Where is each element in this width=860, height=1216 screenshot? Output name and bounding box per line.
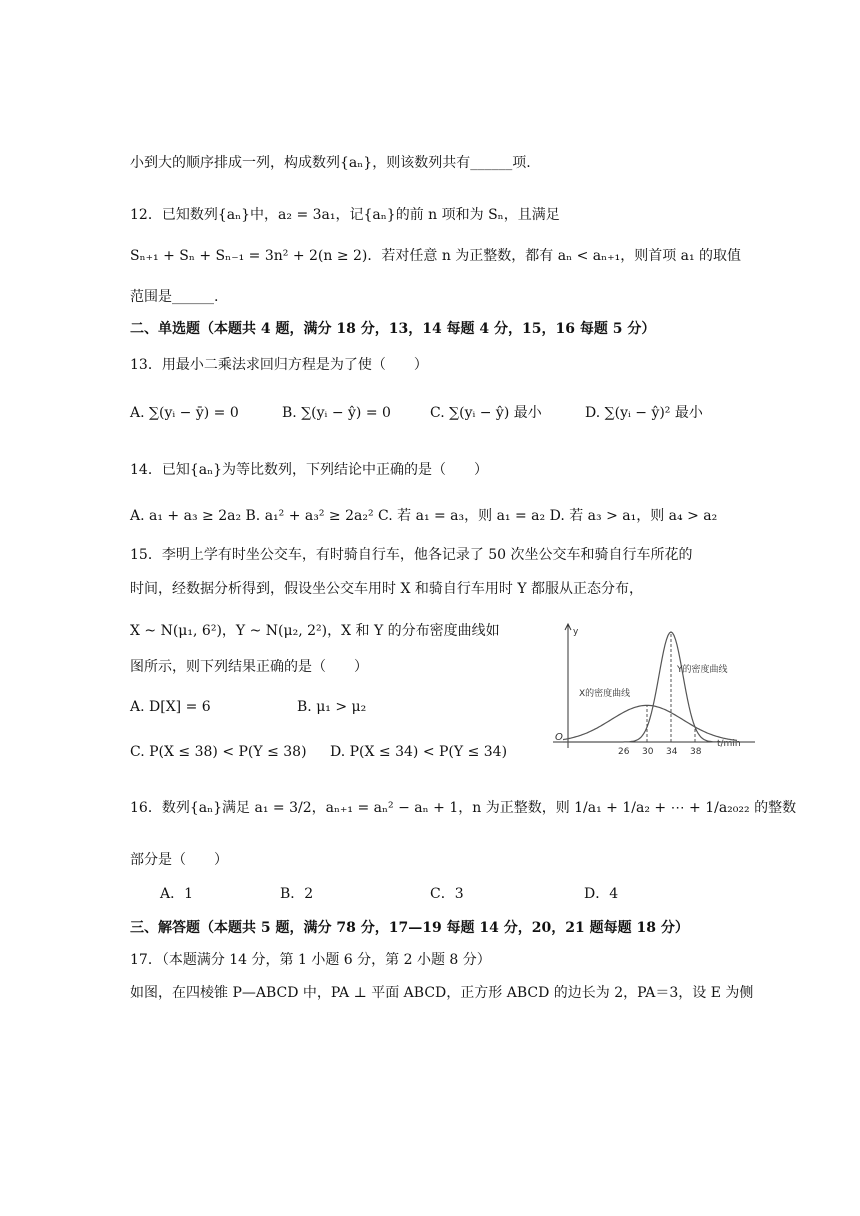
question-15-line-4: 图所示，则下列结果正确的是（ ） <box>130 659 368 675</box>
section-2-heading: 二、单选题（本题共 4 题，满分 18 分，13，14 每题 4 分，15，16 每题 5 分） <box>130 321 656 337</box>
question-12-line-3: 范围是______. <box>130 289 219 305</box>
tick-label-30: 30 <box>642 747 654 757</box>
series-label-y: Y的密度曲线 <box>677 665 728 675</box>
question-15-option-d: D. P(X ≤ 34) < P(Y ≤ 34) <box>330 744 508 760</box>
question-14-stem: 14．已知{aₙ}为等比数列，下列结论中正确的是（ ） <box>130 462 489 478</box>
question-15-option-a: A. D[X] = 6 <box>130 699 211 715</box>
question-13-option-c: C. ∑(yᵢ − ŷ) 最小 <box>430 405 542 421</box>
question-16-line-2: 部分是（ ） <box>130 852 228 868</box>
question-14-options: A. a₁ + a₃ ≥ 2a₂ B. a₁² + a₃² ≥ 2a₂² C. 若 a₁ = a₃，则 a₁ = a₂ D. 若 a₃ > a₁，则 a₄ > a₂ <box>130 508 718 524</box>
question-13-stem: 13．用最小二乘法求回归方程是为了使（ ） <box>130 357 428 373</box>
question-17-line-2: 如图，在四棱锥 P—ABCD 中，PA ⊥ 平面 ABCD，正方形 ABCD 的边长为 2，PA＝3，设 E 为侧 <box>130 985 754 1001</box>
question-16-option-b: B．2 <box>280 886 314 902</box>
density-curve-1 <box>563 705 737 740</box>
density-curve-2 <box>563 632 737 742</box>
question-13-option-b: B. ∑(yᵢ − ŷ) = 0 <box>282 405 391 421</box>
question-15-line-2: 时间，经数据分析得到，假设坐公交车用时 X 和骑自行车用时 Y 都服从正态分布， <box>130 581 644 597</box>
origin-label: O <box>555 732 563 743</box>
question-16-option-a: A．1 <box>160 886 194 902</box>
question-12-line-1: 12．已知数列{aₙ}中，a₂ = 3a₁，记{aₙ}的前 n 项和为 Sₙ，且满足 <box>130 207 560 223</box>
density-curve-chart <box>545 620 765 760</box>
question-15-line-3: X ~ N(μ₁, 6²)，Y ~ N(μ₂, 2²)，X 和 Y 的分布密度曲线如 <box>130 623 500 639</box>
tick-label-26: 26 <box>618 747 630 757</box>
tick-label-34: 34 <box>666 747 678 757</box>
question-16-option-c: C．3 <box>430 886 464 902</box>
x-axis-label: t/min <box>717 739 741 749</box>
question-16-line-1: 16．数列{aₙ}满足 a₁ = 3/2，aₙ₊₁ = aₙ² − aₙ + 1，n 为正整数，则 1/a₁ + 1/a₂ + ⋯ + 1/a₂₀₂₂ 的整数 <box>130 800 797 816</box>
section-3-heading: 三、解答题（本题共 5 题，满分 78 分，17—19 每题 14 分，20，21 题每题 18 分） <box>130 920 689 936</box>
question-13-option-a: A. ∑(yᵢ − ȳ) = 0 <box>130 405 239 421</box>
question-16-option-d: D．4 <box>584 886 619 902</box>
series-label-x: X的密度曲线 <box>579 689 631 699</box>
question-15-line-1: 15．李明上学有时坐公交车，有时骑自行车，他各记录了 50 次坐公交车和骑自行车所花的 <box>130 547 693 563</box>
question-13-option-d: D. ∑(yᵢ − ŷ)² 最小 <box>585 405 703 421</box>
text-line: 小到大的顺序排成一列，构成数列{aₙ}，则该数列共有______项. <box>130 155 531 171</box>
question-15-option-b: B. μ₁ > μ₂ <box>297 699 367 715</box>
question-12-line-2: Sₙ₊₁ + Sₙ + Sₙ₋₁ = 3n² + 2(n ≥ 2)．若对任意 n 为正整数，都有 aₙ < aₙ₊₁，则首项 a₁ 的取值 <box>130 248 742 264</box>
question-17-line-1: 17．（本题满分 14 分，第 1 小题 6 分，第 2 小题 8 分） <box>130 952 491 968</box>
tick-label-38: 38 <box>690 747 702 757</box>
y-axis-label: y <box>573 627 579 637</box>
question-15-option-c: C. P(X ≤ 38) < P(Y ≤ 38) <box>130 744 307 760</box>
